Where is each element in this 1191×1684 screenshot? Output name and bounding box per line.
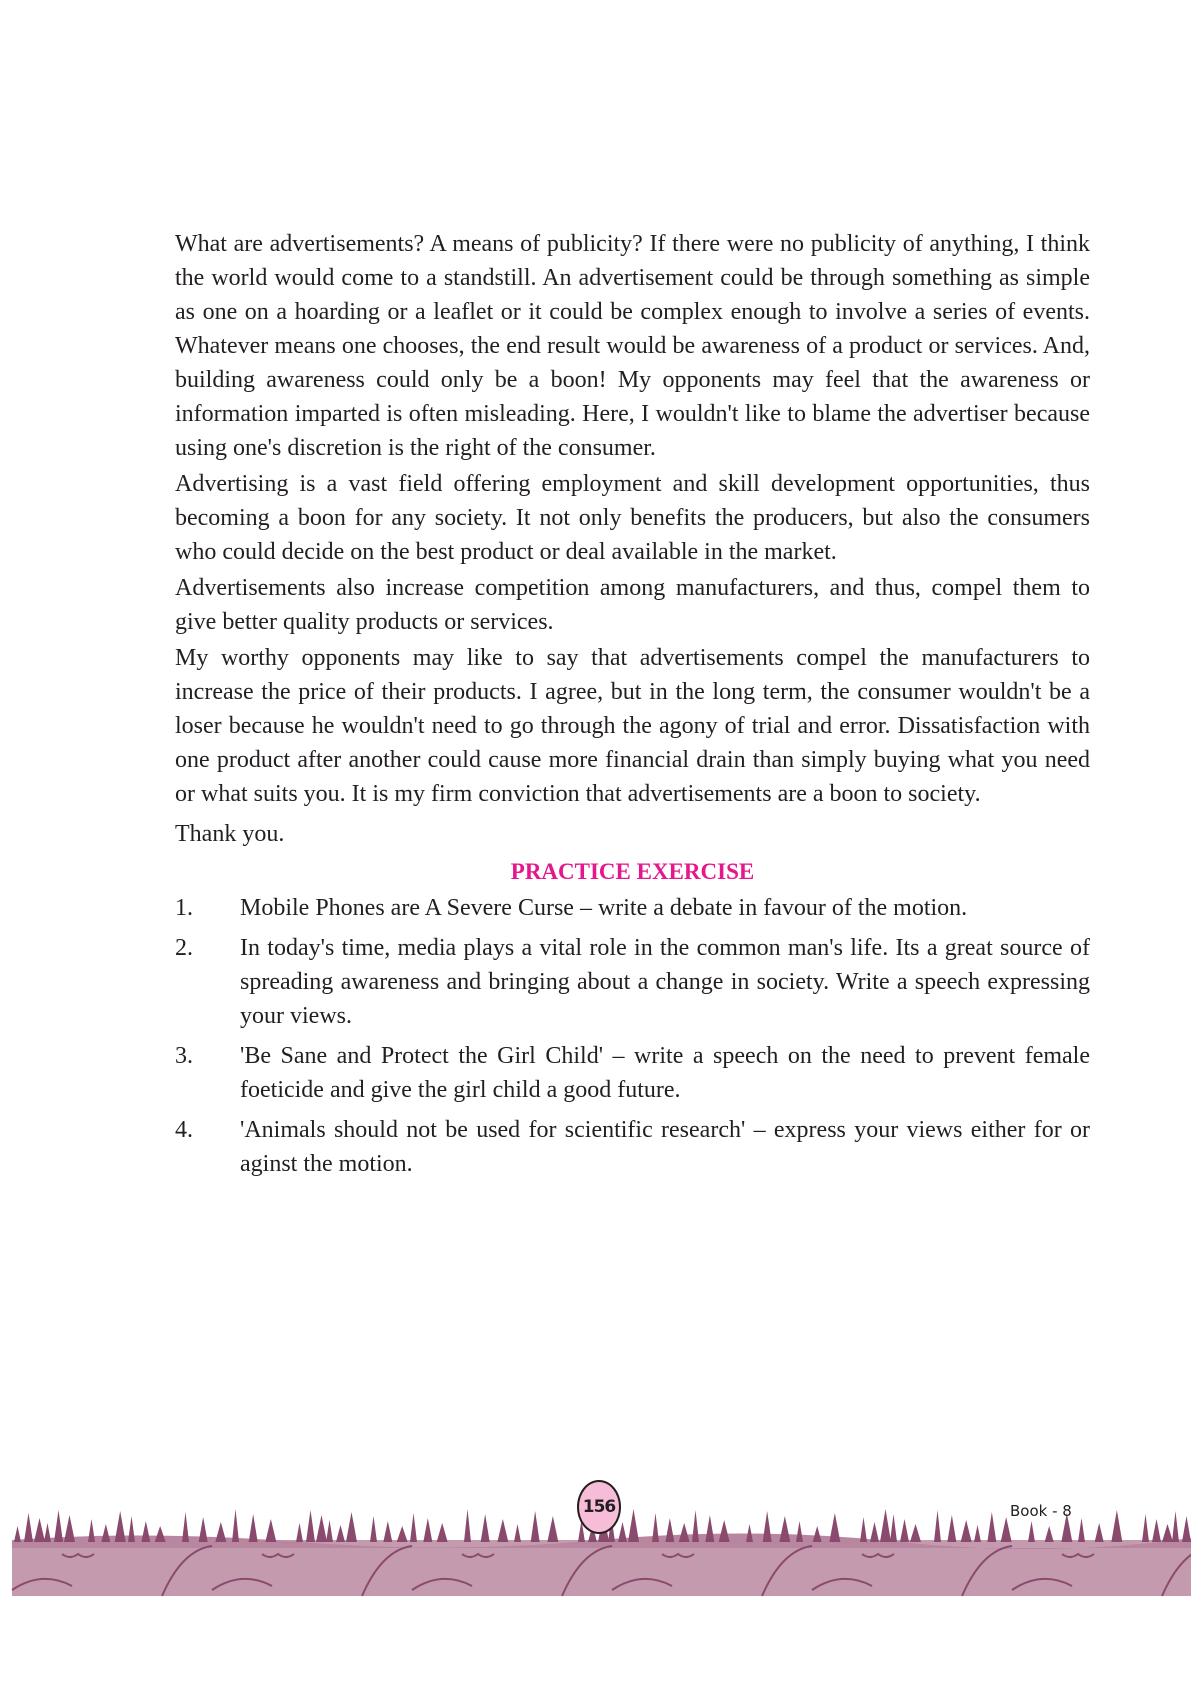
tree-icon bbox=[326, 1520, 333, 1542]
exercise-text: In today's time, media plays a vital role in the common man's life. Its a great source of spreading awareness and bringing about a change in society. Write a speech expressing your views. bbox=[240, 935, 1090, 1029]
tree-icon bbox=[1111, 1510, 1122, 1542]
body-paragraph-3: Advertisements also increase competition among manufacturers, and thus, compel them to give better quality products or services. bbox=[175, 575, 1090, 635]
tree-icon bbox=[652, 1513, 659, 1542]
tree-icon bbox=[1182, 1516, 1191, 1542]
tree-icon bbox=[1142, 1514, 1149, 1542]
exercise-item bbox=[175, 1113, 1090, 1181]
tree-icon bbox=[1001, 1517, 1012, 1542]
tree-icon bbox=[88, 1519, 95, 1542]
tree-icon bbox=[336, 1525, 345, 1542]
tree-icon bbox=[987, 1512, 996, 1542]
tree-icon bbox=[249, 1514, 258, 1542]
tree-icon bbox=[199, 1517, 208, 1542]
ground-icon bbox=[12, 1533, 1191, 1596]
exercise-item bbox=[175, 1039, 1090, 1107]
tree-icon bbox=[141, 1521, 150, 1542]
tree-icon bbox=[64, 1515, 75, 1542]
tree-icon bbox=[410, 1513, 417, 1542]
tree-icon bbox=[870, 1522, 879, 1542]
exercise-number: 2. bbox=[175, 935, 193, 961]
tree-icon bbox=[628, 1509, 639, 1542]
tree-icon bbox=[692, 1510, 699, 1542]
tree-icon bbox=[24, 1513, 33, 1542]
tree-icon bbox=[719, 1520, 730, 1542]
tree-icon bbox=[44, 1523, 51, 1542]
tree-icon bbox=[306, 1510, 315, 1542]
tree-icon bbox=[531, 1511, 540, 1542]
tree-icon bbox=[14, 1526, 21, 1542]
tree-icon bbox=[346, 1512, 357, 1542]
tree-icon bbox=[316, 1515, 327, 1542]
tree-icon bbox=[1172, 1511, 1179, 1542]
exercise-list bbox=[175, 891, 1090, 1181]
tree-icon bbox=[232, 1509, 239, 1542]
tree-icon bbox=[910, 1524, 921, 1542]
tree-icon bbox=[265, 1519, 276, 1542]
exercise-item bbox=[175, 891, 1090, 925]
tree-icon bbox=[1028, 1521, 1035, 1542]
exercise-number: 3. bbox=[175, 1043, 193, 1069]
tree-icon bbox=[464, 1509, 471, 1542]
tree-icon bbox=[155, 1526, 166, 1542]
tree-icon bbox=[115, 1511, 126, 1542]
body-paragraph-1: What are advertisements? A means of publicity? If there were no publicity of anything, I think the world would come to a standstill. An advertisement could be through something as simple as one on a hoarding or a leaflet or it could be complex enough to involve a series of events. Whatever means one chooses, the end result would be awareness of a product or services. And, building awareness could only be a boon! My opponents may feel that the awareness or information imparted is often misleading. Here, I wouldn't like to blame the advertiser because using one's discretion is the right of the consumer. bbox=[175, 231, 1090, 461]
page-content bbox=[175, 227, 1090, 1187]
exercise-text: 'Be Sane and Protect the Girl Child' – write a speech on the need to prevent female foeticide and give the girl child a good future. bbox=[240, 1043, 1090, 1103]
exercise-number: 4. bbox=[175, 1117, 193, 1143]
tree-icon bbox=[779, 1516, 790, 1542]
tree-icon bbox=[900, 1519, 909, 1542]
tree-icon bbox=[890, 1514, 897, 1542]
tree-icon bbox=[860, 1517, 867, 1542]
tree-icon bbox=[880, 1509, 891, 1542]
tree-icon bbox=[437, 1523, 448, 1542]
tree-icon bbox=[947, 1515, 956, 1542]
tree-icon bbox=[796, 1521, 803, 1542]
tree-icon bbox=[974, 1525, 981, 1542]
tree-icon bbox=[763, 1511, 772, 1542]
tree-icon bbox=[296, 1523, 303, 1542]
tree-icon bbox=[383, 1521, 392, 1542]
tree-icon bbox=[54, 1510, 63, 1542]
exercise-item bbox=[175, 931, 1090, 1033]
closing-text: Thank you. bbox=[175, 821, 285, 847]
tree-icon bbox=[481, 1514, 490, 1542]
tree-icon bbox=[547, 1516, 558, 1542]
tree-icon bbox=[1152, 1519, 1161, 1542]
exercise-text: 'Animals should not be used for scientific research' – express your views either for or aginst the motion. bbox=[240, 1117, 1090, 1177]
practice-exercise-heading: PRACTICE EXERCISE bbox=[510, 859, 755, 884]
tree-icon bbox=[618, 1522, 627, 1542]
body-paragraph-2: Advertising is a vast field offering employment and skill development opportunities, thus becoming a boon for any society. It not only benefits the producers, but also the consumers who could decide on the best product or deal available in the market. bbox=[175, 471, 1090, 565]
tree-icon bbox=[665, 1518, 674, 1542]
tree-icon bbox=[1162, 1524, 1173, 1542]
tree-icon bbox=[1078, 1518, 1085, 1542]
tree-icon bbox=[397, 1526, 408, 1542]
tree-icon bbox=[934, 1510, 941, 1542]
tree-icon bbox=[370, 1516, 377, 1542]
tree-icon bbox=[679, 1523, 690, 1542]
tree-icon bbox=[829, 1513, 840, 1542]
tree-icon bbox=[34, 1518, 45, 1542]
tree-icon bbox=[101, 1524, 110, 1542]
page-number-badge: 156 bbox=[577, 1480, 621, 1534]
tree-icon bbox=[961, 1520, 972, 1542]
tree-icon bbox=[128, 1516, 135, 1542]
tree-icon bbox=[497, 1519, 508, 1542]
exercise-text: Mobile Phones are A Severe Curse – write a debate in favour of the motion. bbox=[240, 895, 968, 921]
tree-icon bbox=[1095, 1523, 1104, 1542]
tree-icon bbox=[215, 1522, 226, 1542]
exercise-number: 1. bbox=[175, 895, 193, 921]
tree-icon bbox=[423, 1518, 432, 1542]
tree-icon bbox=[182, 1512, 189, 1542]
book-label: Book - 8 bbox=[1010, 1502, 1072, 1520]
tree-icon bbox=[514, 1524, 521, 1542]
tree-icon bbox=[705, 1515, 714, 1542]
tree-icon bbox=[813, 1526, 822, 1542]
tree-icon bbox=[746, 1524, 753, 1542]
tree-icon bbox=[1045, 1526, 1054, 1542]
body-paragraph-4: My worthy opponents may like to say that advertisements compel the manufacturers to increase the price of their products. I agree, but in the long term, the consumer wouldn't be a loser because he wouldn't need to go through the agony of trial and error. Dissatisfaction with one product after another could cause more financial drain than simply buying what you need or what suits you. It is my firm conviction that advertisements are a boon to society. bbox=[175, 645, 1090, 807]
